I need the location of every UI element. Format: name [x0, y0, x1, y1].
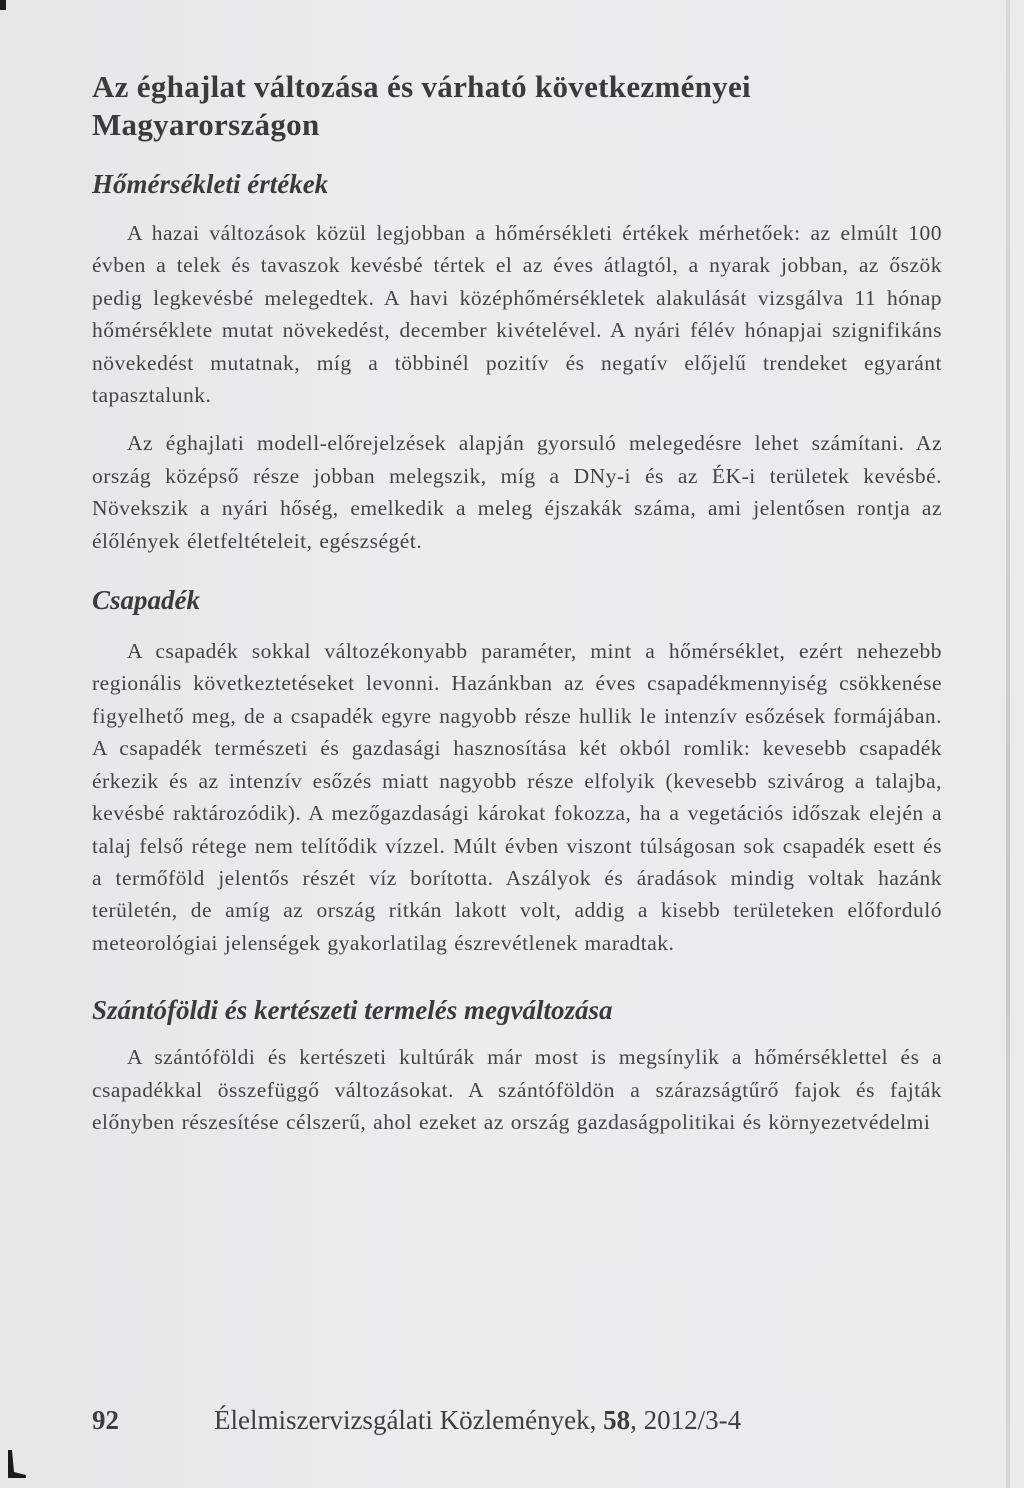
section-heading-csapadek: Csapadék: [92, 585, 200, 616]
journal-volume: 58: [603, 1405, 631, 1435]
paragraph-termeles-1: A szántóföldi és kertészeti kultúrák már most is megsínylik a hőmérséklettel és a csapadékkal összefüggő változásokat. A szántóföldön a szárazságtűrő fajok és fajták előnyben részesítése célszerű, ahol ezeket az ország gazdaságpolitikai és környezetvédelmi: [92, 1045, 942, 1134]
section-heading-homerseklet: Hőmérsékleti értékek: [92, 169, 329, 199]
paragraph-homerseklet-2: Az éghajlati modell-előrejelzések alapján gyorsuló melegedésre lehet számítani. Az ország középső része jobban melegszik, míg a DNy-i és az ÉK-i területek kevésbé. Növekszik a nyári hőség, emelkedik a meleg éjszakák száma, ami jelentősen rontja az élőlények életfeltételeit, egészségét.: [92, 431, 942, 553]
article-title: Az éghajlat változása és várható következményei Magyarországon: [92, 69, 751, 142]
journal-name: Élelmiszervizsgálati Közlemények,: [214, 1405, 604, 1435]
paragraph-csapadek-1: A csapadék sokkal változékonyabb paraméter, mint a hőmérséklet, ezért nehezebb regionális következtetéseket levonni. Hazánkban az éves csapadékmennyiség csökkenése figyelhető meg, de a csapadék egyre nagyobb része hullik le intenzív esőzések formájában. A csapadék természeti és gazdasági hasznosítása két okból romlik: kevesebb csapadék érkezik és az intenzív esőzés miatt nagyobb része elfolyik (kevesebb szivárog a talajba, kevésbé raktározódik). A mezőgazdasági károkat fokozza, ha a vegetációs időszak elején a talaj felső rétege nem telítődik vízzel. Múlt évben viszont túlságosan sok csapadék esett és a termőföld jelentős részét víz borította. Aszályok és áradások mindig voltak hazánk területén, de amíg az ország ritkán lakott volt, addig a kisebb területeken előforduló meteorológiai jelenségek gyakorlatilag észrevétlenek maradtak.: [92, 639, 942, 955]
journal-issue: , 2012/3-4: [630, 1405, 742, 1435]
scan-corner-mark: [6, 1448, 28, 1478]
paragraph-homerseklet-1: A hazai változások közül legjobban a hőmérsékleti értékek mérhetőek: az elmúlt 100 évben a telek és tavaszok kevésbé tértek el az éves átlagtól, a nyarak jobban, az őszök pedig legkevésbé melegedtek. A havi középhőmérsékletek alakulását vizsgálva 11 hónap hőmérséklete mutat növekedést, december kivételével. A nyári félév hónapjai szignifikáns növekedést mutatnak, míg a többinél pozitív és negatív előjelű trendeket egyaránt tapasztalunk.: [92, 221, 942, 408]
section-heading-termeles: Szántóföldi és kertészeti termelés megváltozása: [92, 995, 613, 1026]
page-footer: [92, 1402, 852, 1438]
article-body: [92, 68, 942, 1138]
page-corner-shadow: [0, 0, 6, 10]
page-binding-edge: [1006, 0, 1010, 1488]
page-number: 92: [92, 1405, 119, 1435]
